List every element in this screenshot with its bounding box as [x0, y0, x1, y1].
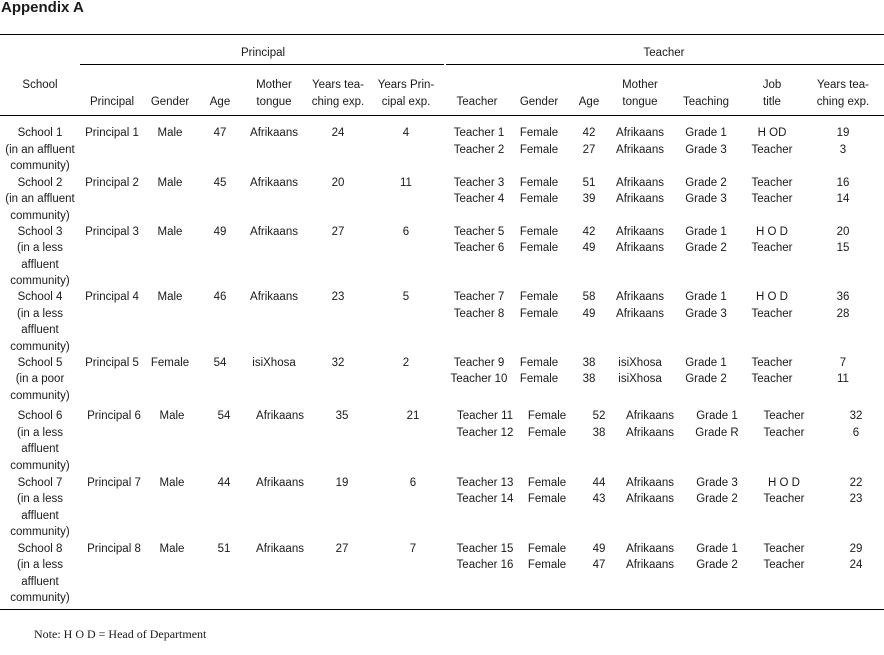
teacher-age-cell: 27: [582, 143, 596, 156]
teacher-column-header: Teacher: [456, 95, 498, 108]
teacher-age-cell: 51: [582, 176, 596, 189]
teacher-age-cell: 52: [592, 410, 606, 422]
principal-gender-cell: Male: [159, 410, 185, 422]
teacher-job-column-header: title: [763, 95, 781, 108]
teacher-years-cell: 20: [836, 225, 850, 238]
table-top-rule: [0, 34, 884, 35]
teacher-age-cell: 39: [582, 193, 596, 205]
teacher-age-cell: 43: [592, 493, 606, 505]
teacher-gender-cell: Female: [519, 291, 559, 303]
principal-age-cell: 47: [213, 127, 227, 139]
teacher-grade-cell: Grade R: [695, 426, 739, 439]
teacher-teaching-column-header: Teaching: [682, 95, 730, 108]
teacher-job-cell: Teacher: [751, 373, 793, 385]
teacher-job-cell: H O D: [756, 225, 788, 238]
principal-tongue-cell: isiXhosa: [252, 356, 296, 369]
principal-years-teaching-cell: 19: [335, 476, 349, 489]
school-cell: (in an affluent: [5, 193, 75, 205]
principal-gender-column-header: Gender: [150, 95, 190, 108]
principal-tongue-cell: Afrikaans: [256, 410, 304, 422]
teacher-grade-cell: Grade 2: [685, 176, 727, 189]
principal-years-principal-cell: 7: [409, 542, 417, 555]
teacher-cell: Teacher 4: [453, 193, 505, 205]
teacher-job-cell: Teacher: [751, 307, 793, 320]
principal-group-header: Principal: [240, 47, 286, 59]
teacher-cell: Teacher 14: [456, 493, 514, 505]
teacher-years-cell: 32: [849, 410, 863, 422]
table-note: Note: H O D = Head of Department: [34, 627, 207, 641]
teacher-job-cell: Teacher: [751, 176, 793, 189]
school-cell: community): [10, 209, 70, 222]
teacher-job-cell: Teacher: [751, 242, 793, 254]
school-cell: community): [10, 592, 70, 604]
teacher-cell: Teacher 5: [453, 225, 505, 238]
teacher-grade-cell: Grade 3: [685, 193, 727, 205]
teacher-cell: Teacher 7: [453, 291, 505, 303]
school-cell: community): [10, 160, 70, 172]
teacher-tongue-cell: Afrikaans: [626, 559, 674, 571]
school-cell: community): [10, 459, 70, 472]
teacher-job-cell: Teacher: [763, 493, 805, 505]
teacher-grade-cell: Grade 1: [696, 410, 738, 422]
principal-gender-cell: Female: [150, 356, 190, 369]
principal-tongue-cell: Afrikaans: [256, 476, 304, 489]
principal-years-teaching-cell: 27: [331, 225, 345, 238]
principal-tongue-cell: Afrikaans: [250, 291, 298, 303]
school-cell: community): [10, 275, 70, 287]
principal-gender-cell: Male: [157, 127, 183, 139]
teacher-gender-cell: Female: [527, 476, 567, 489]
school-cell: community): [10, 340, 70, 353]
teacher-gender-cell: Female: [519, 143, 559, 156]
teacher-job-cell: Teacher: [751, 356, 793, 369]
header-bottom-rule: [0, 115, 884, 116]
teacher-tongue-cell: Afrikaans: [616, 143, 664, 156]
principal-years-principal-cell: 5: [402, 291, 410, 303]
school-cell: School 4: [17, 291, 63, 303]
teacher-years-cell: 11: [837, 373, 849, 385]
school-cell: (in a less: [16, 493, 64, 505]
principal-years-principal-cell: 11: [400, 176, 412, 189]
principal-cell: Principal 3: [85, 225, 139, 238]
teacher-cell: Teacher 11: [456, 410, 514, 422]
teacher-cell: Teacher 2: [453, 143, 505, 156]
principal-group-rule: [80, 64, 444, 65]
school-cell: (in a less: [16, 307, 64, 320]
teacher-grade-cell: Grade 1: [685, 127, 727, 139]
principal-years-principal-cell: 21: [406, 410, 420, 422]
principal-age-cell: 54: [217, 410, 231, 422]
principal-tongue-cell: Afrikaans: [250, 127, 298, 139]
principal-gender-cell: Male: [157, 225, 183, 238]
teacher-gender-cell: Female: [527, 493, 567, 505]
teacher-age-cell: 38: [582, 373, 596, 385]
teacher-years-cell: 28: [836, 307, 850, 320]
teacher-tongue-cell: Afrikaans: [626, 410, 674, 422]
principal-years-principal-column-header: Years Prin-: [377, 79, 435, 91]
school-cell: School 1: [17, 127, 63, 139]
teacher-gender-cell: Female: [519, 176, 559, 189]
teacher-years-cell: 7: [839, 356, 847, 369]
teacher-cell: Teacher 13: [456, 476, 514, 489]
teacher-years-cell: 29: [849, 542, 863, 555]
teacher-job-cell: Teacher: [763, 559, 805, 571]
principal-cell: Principal 8: [87, 542, 141, 555]
principal-cell: Principal 5: [85, 356, 139, 369]
teacher-grade-cell: Grade 1: [685, 291, 727, 303]
principal-cell: Principal 6: [87, 410, 141, 422]
teacher-gender-cell: Female: [519, 225, 559, 238]
school-cell: (in an affluent: [5, 143, 75, 156]
teacher-years-column-header: ching exp.: [816, 95, 870, 108]
principal-years-teaching-cell: 20: [331, 176, 345, 189]
teacher-tongue-cell: isiXhosa: [618, 356, 662, 369]
teacher-gender-cell: Female: [519, 127, 559, 139]
teacher-age-cell: 49: [592, 542, 606, 555]
teacher-years-column-header: Years tea-: [817, 79, 869, 91]
school-cell: (in a poor: [15, 373, 65, 385]
principal-cell: Principal 7: [87, 476, 141, 489]
teacher-age-cell: 42: [582, 225, 596, 238]
teacher-gender-cell: Female: [519, 373, 559, 385]
school-cell: (in a less: [16, 559, 64, 571]
teacher-age-cell: 58: [582, 291, 596, 303]
teacher-years-cell: 15: [836, 242, 850, 254]
teacher-tongue-cell: Afrikaans: [616, 127, 664, 139]
school-cell: community): [10, 526, 70, 538]
school-cell: School 5: [17, 356, 63, 369]
principal-years-principal-cell: 4: [402, 127, 410, 139]
table-bottom-rule: [0, 609, 884, 610]
teacher-grade-cell: Grade 1: [685, 356, 727, 369]
school-cell: School 6: [17, 410, 63, 422]
principal-years-teaching-cell: 35: [335, 410, 349, 422]
teacher-age-column-header: Age: [578, 95, 600, 108]
teacher-tongue-column-header: tongue: [622, 95, 658, 108]
teacher-tongue-column-header: Mother: [622, 79, 658, 91]
principal-years-principal-cell: 2: [402, 356, 410, 369]
principal-gender-cell: Male: [157, 176, 183, 189]
teacher-years-cell: 19: [836, 127, 850, 139]
principal-years-teaching-column-header: ching exp.: [311, 95, 365, 108]
principal-age-cell: 54: [213, 356, 227, 369]
teacher-tongue-cell: Afrikaans: [616, 291, 664, 303]
teacher-grade-cell: Grade 2: [696, 493, 738, 505]
principal-age-column-header: Age: [209, 95, 231, 108]
teacher-cell: Teacher 3: [453, 176, 505, 189]
teacher-years-cell: 3: [839, 143, 847, 156]
teacher-grade-cell: Grade 1: [685, 225, 727, 238]
teacher-age-cell: 47: [592, 559, 606, 571]
principal-years-teaching-cell: 23: [331, 291, 345, 303]
teacher-group-rule: [446, 64, 884, 65]
principal-age-cell: 51: [217, 542, 231, 555]
teacher-tongue-cell: Afrikaans: [626, 542, 674, 555]
teacher-years-cell: 23: [849, 493, 863, 505]
teacher-job-cell: H O D: [756, 291, 788, 303]
teacher-years-cell: 24: [849, 559, 863, 571]
teacher-tongue-cell: Afrikaans: [616, 193, 664, 205]
school-cell: School 3: [17, 225, 63, 238]
teacher-gender-cell: Female: [519, 356, 559, 369]
teacher-cell: Teacher 16: [456, 559, 514, 571]
principal-years-teaching-cell: 24: [331, 127, 345, 139]
principal-cell: Principal 1: [85, 127, 139, 139]
teacher-years-cell: 14: [836, 193, 850, 205]
principal-cell: Principal 2: [85, 176, 139, 189]
teacher-tongue-cell: isiXhosa: [618, 373, 662, 385]
teacher-job-cell: Teacher: [751, 143, 793, 156]
principal-tongue-cell: Afrikaans: [250, 225, 298, 238]
school-cell: (in a less: [16, 242, 64, 254]
school-cell: (in a less: [16, 426, 64, 439]
school-column-header: School: [22, 79, 58, 91]
teacher-tongue-cell: Afrikaans: [626, 426, 674, 439]
teacher-job-cell: Teacher: [763, 426, 805, 439]
principal-gender-cell: Male: [159, 542, 185, 555]
teacher-cell: Teacher 9: [453, 356, 505, 369]
school-cell: affluent: [21, 575, 59, 588]
teacher-age-cell: 49: [582, 307, 596, 320]
teacher-grade-cell: Grade 3: [696, 476, 738, 489]
teacher-job-cell: Teacher: [751, 193, 793, 205]
principal-age-cell: 45: [213, 176, 227, 189]
principal-gender-cell: Male: [157, 291, 183, 303]
school-cell: affluent: [21, 509, 59, 522]
principal-age-cell: 44: [217, 476, 231, 489]
principal-age-cell: 46: [213, 291, 227, 303]
school-cell: School 7: [17, 476, 63, 489]
teacher-tongue-cell: Afrikaans: [626, 476, 674, 489]
teacher-gender-cell: Female: [527, 542, 567, 555]
teacher-gender-cell: Female: [519, 193, 559, 205]
teacher-gender-cell: Female: [527, 559, 567, 571]
teacher-cell: Teacher 12: [456, 426, 514, 439]
principal-age-cell: 49: [213, 225, 227, 238]
principal-years-teaching-column-header: Years tea-: [312, 79, 364, 91]
principal-tongue-column-header: Mother: [256, 79, 292, 91]
teacher-grade-cell: Grade 2: [685, 242, 727, 254]
teacher-years-cell: 36: [836, 291, 850, 303]
principal-years-teaching-cell: 32: [331, 356, 345, 369]
teacher-gender-column-header: Gender: [519, 95, 559, 108]
teacher-cell: Teacher 10: [450, 373, 508, 385]
teacher-cell: Teacher 1: [453, 127, 505, 139]
teacher-gender-cell: Female: [519, 242, 559, 254]
principal-tongue-column-header: tongue: [256, 95, 292, 108]
teacher-age-cell: 38: [582, 356, 596, 369]
teacher-tongue-cell: Afrikaans: [616, 225, 664, 238]
teacher-years-cell: 6: [852, 426, 860, 439]
school-cell: School 2: [17, 176, 63, 189]
teacher-cell: Teacher 6: [453, 242, 505, 254]
teacher-age-cell: 42: [582, 127, 596, 139]
teacher-gender-cell: Female: [527, 410, 567, 422]
principal-years-principal-cell: 6: [402, 225, 410, 238]
teacher-age-cell: 44: [592, 476, 606, 489]
teacher-grade-cell: Grade 2: [685, 373, 727, 385]
teacher-age-cell: 49: [582, 242, 596, 254]
principal-tongue-cell: Afrikaans: [256, 542, 304, 555]
teacher-job-column-header: Job: [762, 79, 782, 91]
teacher-tongue-cell: Afrikaans: [616, 307, 664, 320]
principal-tongue-cell: Afrikaans: [250, 176, 298, 189]
teacher-gender-cell: Female: [519, 307, 559, 320]
principal-years-principal-column-header: cipal exp.: [381, 95, 431, 108]
teacher-tongue-cell: Afrikaans: [616, 242, 664, 254]
teacher-grade-cell: Grade 3: [685, 307, 727, 320]
school-cell: community): [10, 389, 70, 402]
teacher-grade-cell: Grade 1: [696, 542, 738, 555]
principal-column-header: Principal: [89, 95, 135, 108]
teacher-years-cell: 16: [836, 176, 850, 189]
teacher-gender-cell: Female: [527, 426, 567, 439]
teacher-tongue-cell: Afrikaans: [616, 176, 664, 189]
principal-gender-cell: Male: [159, 476, 185, 489]
school-cell: affluent: [21, 324, 59, 336]
teacher-tongue-cell: Afrikaans: [626, 493, 674, 505]
teacher-cell: Teacher 8: [453, 307, 505, 320]
page-title: Appendix A: [1, 0, 84, 16]
teacher-job-cell: H OD: [757, 127, 787, 139]
teacher-job-cell: Teacher: [763, 410, 805, 422]
teacher-job-cell: H O D: [768, 476, 800, 489]
school-cell: School 8: [17, 542, 63, 555]
teacher-years-cell: 22: [849, 476, 863, 489]
teacher-age-cell: 38: [592, 426, 606, 439]
school-cell: affluent: [21, 258, 59, 271]
teacher-group-header: Teacher: [643, 47, 685, 59]
teacher-cell: Teacher 15: [456, 542, 514, 555]
principal-years-principal-cell: 6: [409, 476, 417, 489]
teacher-grade-cell: Grade 2: [696, 559, 738, 571]
school-cell: affluent: [21, 443, 59, 455]
principal-years-teaching-cell: 27: [335, 542, 349, 555]
teacher-grade-cell: Grade 3: [685, 143, 727, 156]
principal-cell: Principal 4: [85, 291, 139, 303]
teacher-job-cell: Teacher: [763, 542, 805, 555]
